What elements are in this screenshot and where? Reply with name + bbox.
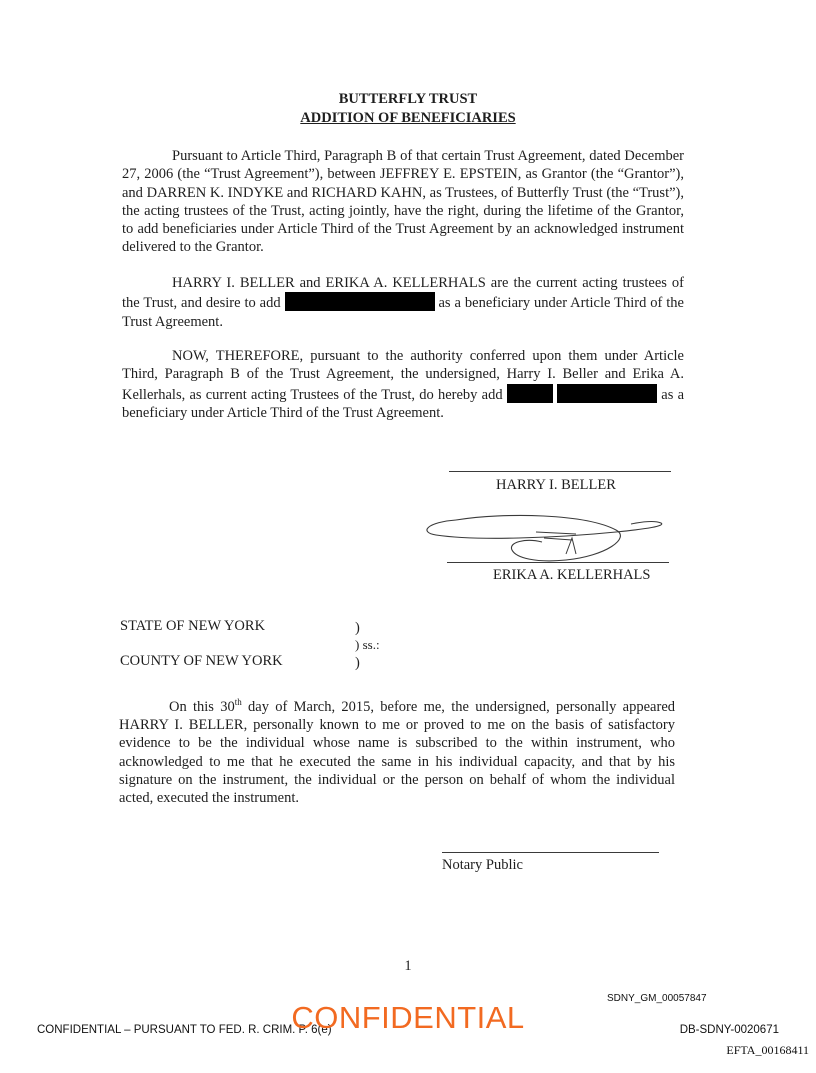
document-title: BUTTERFLY TRUST [338, 91, 478, 107]
signature-line-2 [447, 562, 669, 563]
paragraph-2-text-before: HARRY I. BELLER and ERIKA A. KELLERHALS are the current acting trustees of the Trust, and desire to add [122, 275, 684, 312]
notary-acknowledgment [119, 693, 675, 808]
paragraph-3 [122, 347, 684, 422]
paragraph-3-text-before: NOW, THEREFORE, pursuant to the authority conferred upon them under Article Third, Paragraph B of the Trust Agreement, the undersigned, Harry I. Beller and Erika A. Kellerhals, as current acting Trustees of the Trust, do hereby add [122, 348, 684, 403]
confidential-watermark: CONFIDENTIAL [291, 1000, 525, 1035]
venue-county: COUNTY OF NEW YORK [120, 653, 283, 669]
venue-paren-2: ) [355, 655, 360, 671]
signature-line-1 [449, 471, 671, 472]
ack-superscript: th [234, 697, 242, 707]
page-number: 1 [404, 958, 412, 974]
ack-prefix: On this 30 [169, 698, 235, 715]
bates-stamp: SDNY_GM_00057847 [607, 993, 707, 1004]
paragraph-2-text-after: as a beneficiary under Article Third of the Trust Agreement. [122, 295, 684, 330]
redaction-box [557, 384, 657, 403]
signer-1-name: HARRY I. BELLER [496, 477, 616, 493]
paragraph-2 [122, 274, 684, 331]
paragraph-1 [122, 147, 684, 257]
footer-document-id: DB-SDNY-0020671 [679, 1024, 779, 1036]
notary-signature-line [442, 852, 659, 853]
venue-state: STATE OF NEW YORK [120, 618, 266, 634]
document-subtitle: ADDITION OF BENEFICIARIES [300, 110, 516, 126]
notary-label: Notary Public [442, 857, 523, 873]
paragraph-1-text: Pursuant to Article Third, Paragraph B of that certain Trust Agreement, dated December 27, 2006 (the “Trust Agreement”), between JEFFREY E. EPSTEIN, as Grantor (the “Grantor”), and DARREN K. INDYKE and RICHARD KAHN, as Trustees, of Butterfly Trust (the “Trust”), the acting trustees of the Trust, acting jointly, have the right, during the lifetime of the Grantor, to add beneficiaries under Article Third of the Trust Agreement by an acknowledged instrument delivered to the Grantor. [122, 148, 684, 256]
footer-confidential-notice: CONFIDENTIAL – PURSUANT TO FED. R. CRIM. P. 6(e) [37, 1024, 332, 1036]
venue-ss: ) ss.: [355, 637, 380, 652]
signer-2-name: ERIKA A. KELLERHALS [493, 567, 651, 583]
paragraph-3-text-after: as a beneficiary under Article Third of the Trust Agreement. [122, 386, 685, 421]
redaction-box [285, 292, 435, 311]
venue-paren-1: ) [355, 620, 360, 636]
ack-text: day of March, 2015, before me, the undersigned, personally appeared HARRY I. BELLER, personally known to me or proved to me on the basis of satisfactory evidence to be the individual whose name is subscribed to the within instrument, who acknowledged to me that he executed the same in his individual capacity, and that by his signature on the instrument, the individual or the person on behalf of whom the individual acted, executed the instrument. [119, 698, 675, 807]
redaction-box [507, 384, 553, 403]
efta-number: EFTA_00168411 [726, 1043, 809, 1057]
